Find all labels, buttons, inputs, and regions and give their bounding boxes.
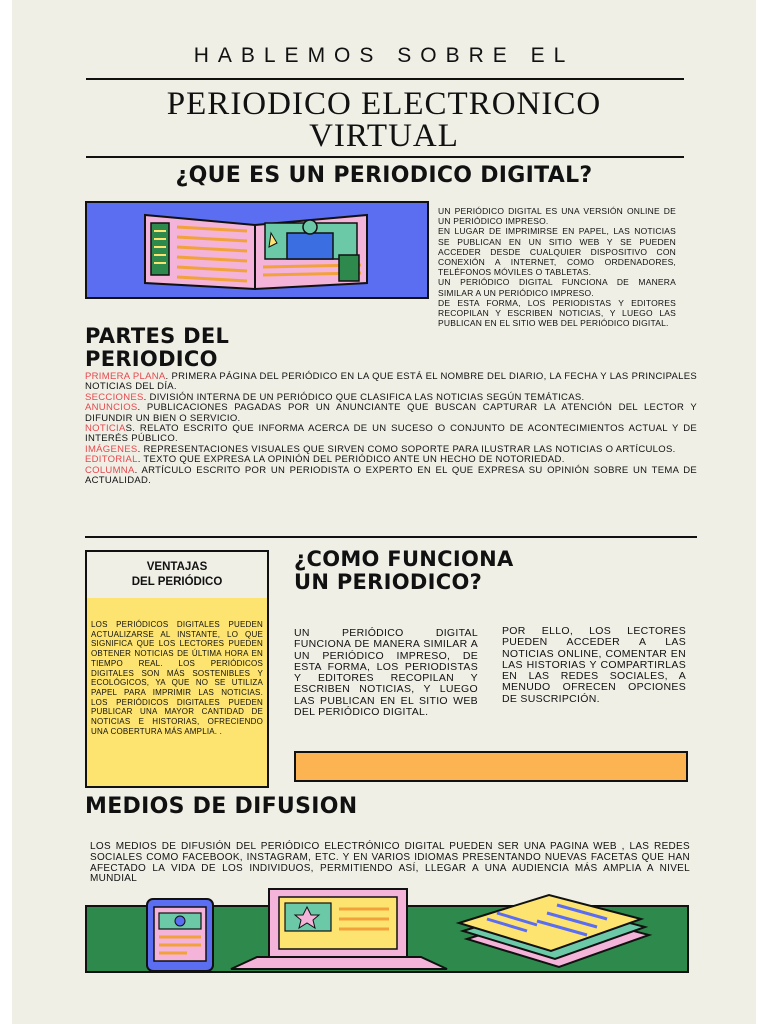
divider-title	[86, 156, 684, 158]
que-es-paragraph: UN PERIÓDICO DIGITAL FUNCIONA DE MANERA SIMILAR A UN PERIÓDICO IMPRESO.	[438, 277, 676, 298]
como-col1: UN PERIÓDICO DIGITAL FUNCIONA DE MANERA SIMILAR A UN PERIÓDICO IMPRESO, DE ESTA FORMA, LOS PERIODISTAS Y EDITORES RECOPILAN Y ESCRIBEN NOTICIAS, Y LUEGO LAS PUBLICAN EN EL SITIO WEB DEL PERIÓDICO DIGITAL.	[294, 627, 478, 719]
partes-heading-line2: PERIODICO	[85, 347, 218, 371]
kicker-text: HABLEMOS SOBRE EL	[193, 44, 575, 67]
parte-item	[85, 466, 697, 487]
parte-term: SECCIONES	[85, 391, 144, 403]
laptop-icon	[231, 889, 447, 969]
parte-text: S. RELATO ESCRITO QUE INFORMA ACERCA DE UN SUCESO O CONJUNTO DE ACONTECIMIENTOS ACTUAL Y DE INTERÉS PÚBLICO.	[85, 423, 697, 445]
parte-term: PRIMERA PLANA	[85, 371, 166, 382]
divider-top	[86, 78, 684, 80]
que-es-heading: ¿QUE ES UN PERIODICO DIGITAL?	[175, 163, 593, 188]
que-es-body	[438, 206, 676, 328]
parte-term: EDITORIAL	[85, 454, 138, 466]
partes-list	[85, 372, 697, 486]
medios-heading: MEDIOS DE DIFUSION	[85, 794, 358, 819]
divider-middle	[85, 536, 697, 538]
como-heading-line1: ¿COMO FUNCIONA	[294, 547, 514, 571]
parte-text: . TEXTO QUE EXPRESA LA OPINIÓN DEL PERIÓDICO ANTE UN HECHO DE NOTORIEDAD.	[137, 454, 565, 466]
devices-illustration	[87, 907, 687, 971]
ventajas-heading-line1: VENTAJAS	[146, 561, 208, 573]
parte-text: . PRIMERA PÁGINA DEL PERIÓDICO EN LA QUE ESTÁ EL NOMBRE DEL DIARIO, LA FECHA Y LAS PRINCIPALES NOTICIAS DEL DÍA.	[85, 371, 697, 393]
parte-text: . ARTÍCULO ESCRITO POR UN PERIODISTA O EXPERTO EN EL QUE EXPRESA SU OPINIÓN SOBRE UN TEMA DE ACTUALIDAD.	[85, 464, 697, 487]
como-heading-line2: UN PERIODICO?	[294, 570, 483, 594]
parte-text: . PUBLICACIONES PAGADAS POR UN ANUNCIANTE QUE BUSCAN CAPTURAR LA ATENCIÓN DEL LECTOR Y DIFUNDIR UN BIEN O SERVICIO.	[85, 402, 697, 424]
ventajas-heading-line2: DEL PERIÓDICO	[131, 576, 223, 588]
parte-item	[85, 403, 697, 424]
newspaper-stack-icon	[459, 895, 649, 967]
que-es-paragraph: DE ESTA FORMA, LOS PERIODISTAS Y EDITORES RECOPILAN Y ESCRIBEN NOTICIAS, Y LUEGO LAS PUBLICAN EN EL SITIO WEB DEL PERIÓDICO DIGITAL.	[438, 297, 676, 329]
newspaper-illustration-box	[85, 201, 429, 299]
parte-item	[85, 372, 697, 393]
page-title-line1: PERIODICO ELECTRONICO	[166, 86, 602, 122]
parte-term: ANUNCIOS	[85, 402, 138, 414]
orange-bar	[294, 751, 688, 782]
que-es-paragraph: EN LUGAR DE IMPRIMIRSE EN PAPEL, LAS NOTICIAS SE PUBLICAN EN UN SITIO WEB Y SE PUEDEN ACCEDER DESDE CUALQUIER DISPOSITIVO CON CONEXIÓN A INTERNET, COMO ORDENADORES, TELÉFONOS MÓVILES O TABLETAS.	[438, 226, 676, 278]
poster	[12, 0, 756, 1024]
parte-text: . REPRESENTACIONES VISUALES QUE SIRVEN COMO SOPORTE PARA ILUSTRAR LAS NOTICIAS O ARTÍCULOS.	[137, 443, 676, 455]
ventajas-header-box	[85, 550, 269, 600]
ventajas-body: LOS PERIÓDICOS DIGITALES PUEDEN ACTUALIZARSE AL INSTANTE, LO QUE SIGNIFICA QUE LOS LECTORES PUEDEN OBTENER NOTICIAS DE ÚLTIMA HORA EN TIEMPO REAL. LOS PERIÓDICOS DIGITALES SON MÁS SOSTENIBLES Y ECOLÓGICOS, YA QUE NO SE UTILIZA PAPEL PARA IMPRIMIR LAS NOTICIAS. LOS PERIÓDICOS DIGITALES PUEDEN PUBLICAR UNA MAYOR CANTIDAD DE NOTICIAS E HISTORIAS, OFRECIENDO UNA COBERTURA MÁS AMPLIA. .	[91, 620, 263, 736]
parte-item	[85, 424, 697, 445]
open-newspaper-icon	[87, 203, 427, 297]
tablet-icon	[147, 899, 213, 971]
parte-term: IMÁGENES	[85, 443, 138, 455]
parte-text: . DIVISIÓN INTERNA DE UN PERIÓDICO QUE CLASIFICA LAS NOTICIAS SEGÚN TEMÁTICAS.	[143, 391, 585, 403]
que-es-paragraph: UN PERIÓDICO DIGITAL ES UNA VERSIÓN ONLINE DE UN PERIÓDICO IMPRESO.	[438, 206, 676, 227]
partes-heading-line1: PARTES DEL	[85, 324, 230, 348]
como-col2: POR ELLO, LOS LECTORES PUEDEN ACCEDER A LAS NOTICIAS ONLINE, COMENTAR EN LAS HISTORIAS Y COMPARTIRLAS EN LAS REDES SOCIALES, A MENUDO OFRECEN OPCIONES DE SUSCRIPCIÓN.	[502, 625, 686, 705]
parte-term: NOTICIA	[85, 423, 126, 435]
page-title-line2: VIRTUAL	[309, 118, 459, 154]
ventajas-body-box	[85, 598, 269, 788]
devices-illustration-box	[85, 905, 689, 973]
parte-term: COLUMNA	[85, 464, 135, 476]
medios-body: LOS MEDIOS DE DIFUSIÓN DEL PERIÓDICO ELECTRÓNICO DIGITAL PUEDEN SER UNA PAGINA WEB , LAS REDES SOCIALES COMO FACEBOOK, INSTAGRAM, ETC. Y EN VARIOS IDIOMAS PRESENTANDO NUEVAS FACETAS QUE HAN AFECTADO LA VIDA DE LOS INDIVIDUOS, PERMITIENDO ASÍ, LLEGAR A UNA AUDIENCIA MÁS AMPLIA A NIVEL MUNDIAL	[90, 841, 690, 885]
